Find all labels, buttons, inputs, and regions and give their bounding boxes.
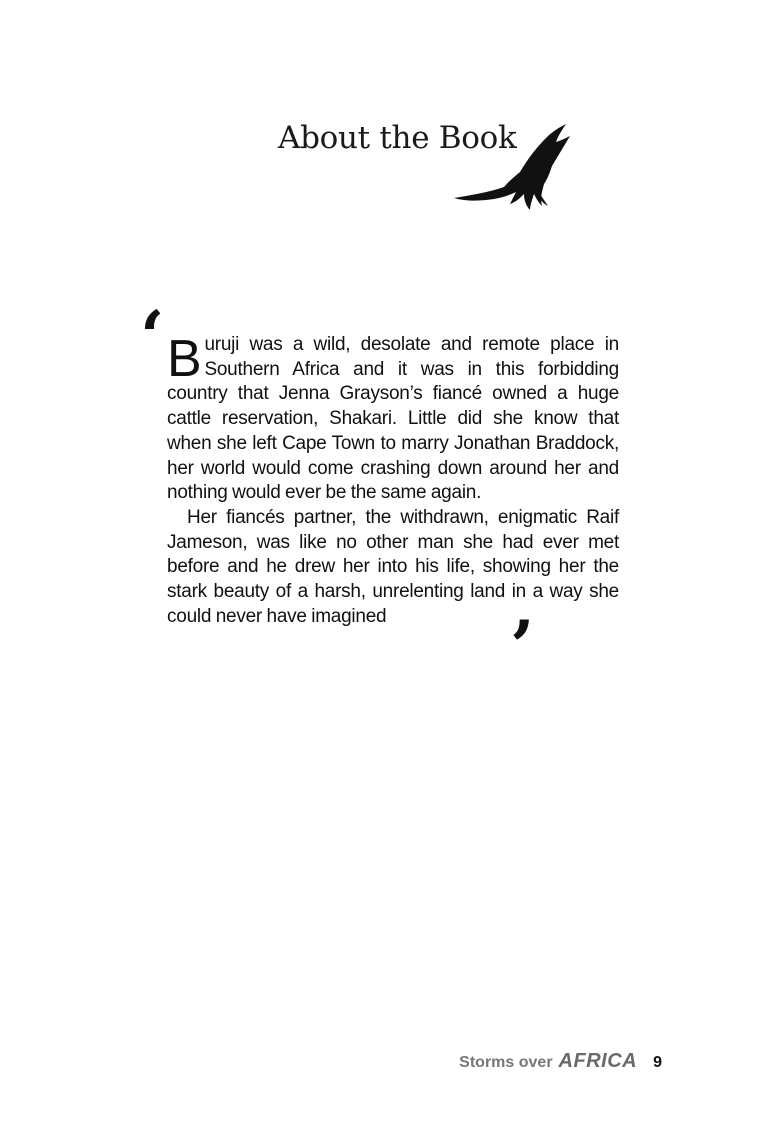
page-title: About the Book bbox=[278, 120, 517, 156]
running-footer bbox=[459, 1050, 662, 1073]
close-quote-mark: ’ bbox=[510, 605, 535, 688]
blurb-paragraph-2: Her fiancés partner, the withdrawn, enigmatic Raif Jameson, was like no other man she had ever met before and he drew her into his life, showing her the stark beauty of a harsh, unrelenting land in a way she could never have imagined bbox=[167, 506, 619, 627]
footer-book-title: Storms over bbox=[459, 1054, 553, 1071]
open-quote-mark: ‘ bbox=[140, 295, 165, 378]
drop-cap: B bbox=[167, 330, 202, 388]
book-blurb bbox=[167, 330, 619, 629]
page-number: 9 bbox=[653, 1054, 662, 1071]
blurb-paragraph-1-text: uruji was a wild, desolate and remote place in Southern Africa and it was in this forbidding country that Jenna Grayson’s fiancé owned a huge cattle reservation, Shakari. Little did she know that when she left Cape Town to marry Jonathan Braddock, her world would come crashing down around her and nothing would ever be the same again. bbox=[167, 334, 619, 504]
blurb-paragraph-1 bbox=[167, 330, 619, 506]
footer-book-title-emphasis: AFRICA bbox=[558, 1050, 638, 1072]
bird-silhouette-icon bbox=[452, 122, 572, 214]
